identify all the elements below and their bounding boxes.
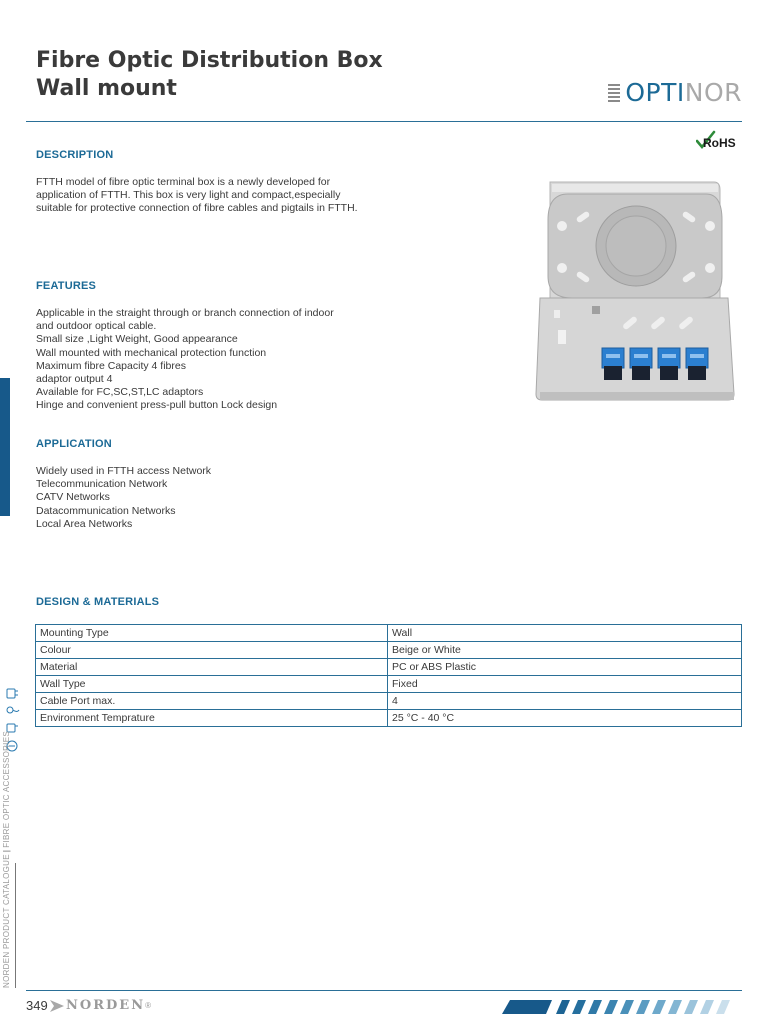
spec-value: 4	[388, 693, 742, 710]
logo-bars-icon	[608, 84, 620, 102]
footer-divider	[26, 990, 742, 991]
spec-value: Beige or White	[388, 642, 742, 659]
logo-text-part2: NOR	[684, 78, 742, 107]
table-row	[36, 710, 742, 727]
application-list	[36, 465, 211, 531]
list-item: Telecommunication Network	[36, 478, 168, 491]
side-divider	[15, 863, 16, 988]
spec-label: Cable Port max.	[36, 693, 388, 710]
arrow-icon	[50, 1000, 64, 1012]
specifications-table	[35, 624, 742, 727]
list-item: Wall mounted with mechanical protection function	[36, 346, 267, 359]
header-divider	[26, 121, 742, 122]
spec-value: Wall	[388, 625, 742, 642]
norden-text: NORDEN	[66, 998, 146, 1013]
list-item: CATV Networks	[36, 491, 110, 504]
table-row	[36, 693, 742, 710]
table-row	[36, 676, 742, 693]
norden-logo	[50, 998, 151, 1013]
side-catalogue-label: NORDEN PRODUCT CATALOGUE|FIBRE OPTIC ACCESSORIES	[2, 731, 11, 988]
list-item: Applicable in the straight through or branch connection of indoor	[36, 307, 334, 319]
section-name: FIBRE OPTIC ACCESSORIES	[2, 731, 11, 848]
decorative-stripes	[500, 997, 736, 1017]
list-item: Hinge and convenient press-pull button Lock design	[36, 399, 278, 412]
spec-label: Mounting Type	[36, 625, 388, 642]
spec-value: PC or ABS Plastic	[388, 659, 742, 676]
title-line-2: Wall mount	[36, 76, 177, 101]
registered-mark: ®	[145, 1001, 151, 1010]
logo-text-part1: OPTI	[625, 78, 685, 107]
list-item: Local Area Networks	[36, 517, 133, 530]
features-list	[36, 307, 334, 413]
list-item: and outdoor optical cable.	[36, 320, 157, 333]
side-tab-marker	[0, 378, 10, 516]
description-heading: DESCRIPTION	[36, 149, 114, 161]
list-item: Available for FC,SC,ST,LC adaptors	[36, 386, 204, 399]
page-title	[36, 47, 383, 103]
spec-label: Environment Temprature	[36, 710, 388, 727]
table-row	[36, 642, 742, 659]
spec-value: 25 °C - 40 °C	[388, 710, 742, 727]
list-item: Widely used in FTTH access Network	[36, 465, 212, 477]
table-row	[36, 625, 742, 642]
table-row	[36, 659, 742, 676]
product-photo	[532, 180, 736, 402]
title-line-1: Fibre Optic Distribution Box	[36, 48, 383, 73]
spec-label: Wall Type	[36, 676, 388, 693]
spec-label: Material	[36, 659, 388, 676]
application-heading: APPLICATION	[36, 438, 112, 450]
list-item: adaptor output 4	[36, 373, 113, 386]
rohs-label: RoHS	[703, 136, 736, 150]
design-heading: DESIGN & MATERIALS	[36, 596, 160, 608]
page-number: 349	[26, 998, 48, 1013]
optinor-logo	[608, 79, 742, 107]
description-text: FTTH model of fibre optic terminal box is a newly developed for application of FTTH. This box is very light and compact,especially suitable for protective connection of fibre cables and pigtails in FTTH.	[36, 176, 358, 215]
rohs-badge	[696, 130, 746, 152]
spec-value: Fixed	[388, 676, 742, 693]
list-item: Datacommunication Networks	[36, 504, 176, 517]
features-heading: FEATURES	[36, 280, 97, 292]
list-item: Small size ,Light Weight, Good appearance	[36, 333, 238, 346]
list-item: Maximum fibre Capacity 4 fibres	[36, 359, 186, 372]
catalogue-name: NORDEN PRODUCT CATALOGUE	[2, 854, 11, 988]
spec-label: Colour	[36, 642, 388, 659]
